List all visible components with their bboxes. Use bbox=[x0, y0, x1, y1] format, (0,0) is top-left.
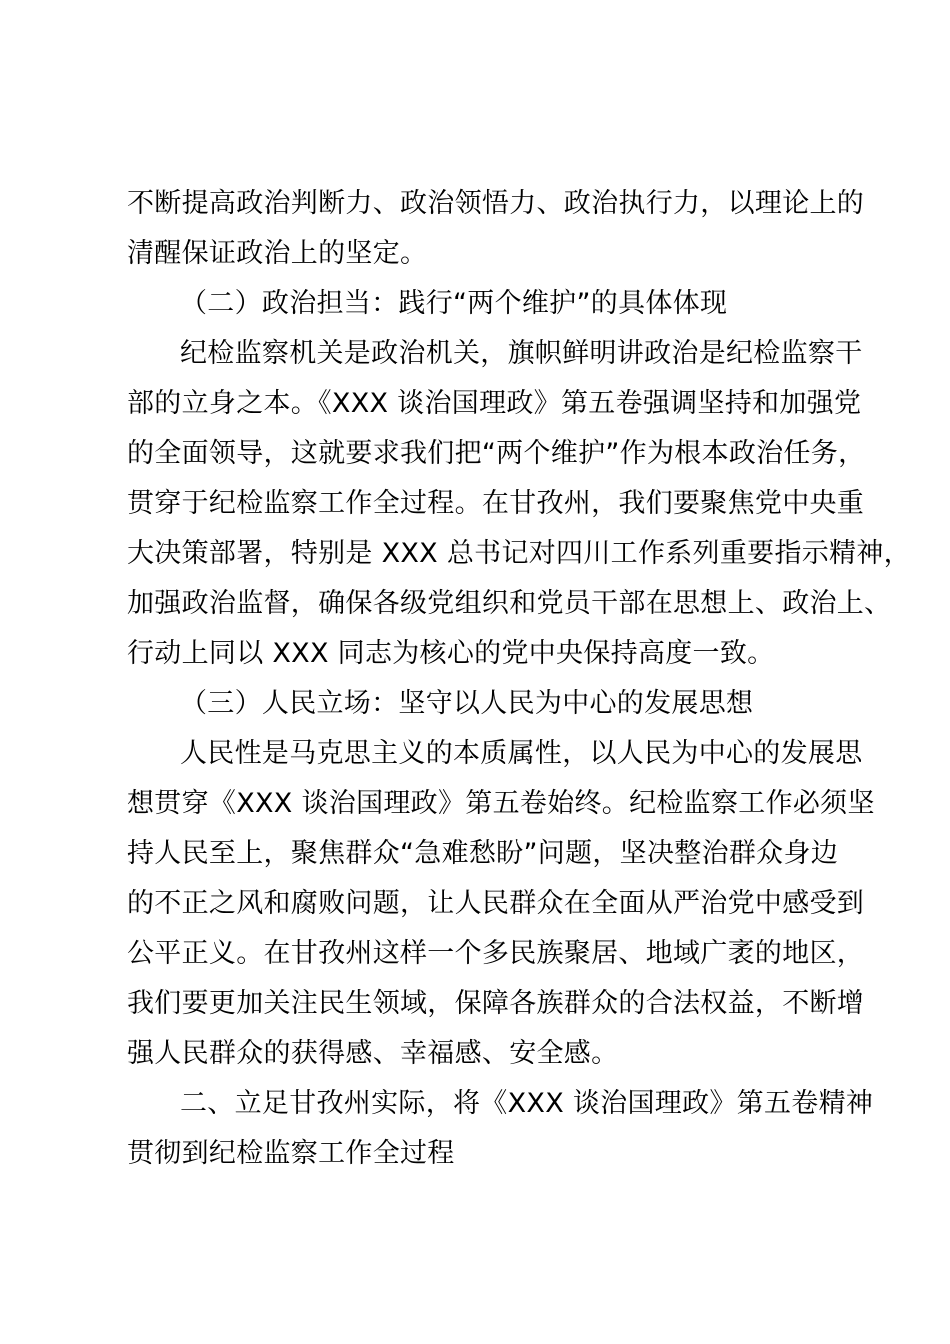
text-line: 的不正之风和腐败问题，让人民群众在全面从严治党中感受到 bbox=[127, 888, 865, 919]
text-line: 不断提高政治判断力、政治领悟力、政治执行力，以理论上的 bbox=[127, 188, 865, 219]
section-heading: 二、立足甘孜州实际，将《XXX 谈治国理政》第五卷精神 bbox=[180, 1088, 874, 1119]
text-line: 想贯穿《XXX 谈治国理政》第五卷始终。纪检监察工作必须坚 bbox=[127, 788, 875, 819]
text-line: 我们要更加关注民生领域，保障各族群众的合法权益，不断增 bbox=[127, 988, 865, 1019]
text-line: 强人民群众的获得感、幸福感、安全感。 bbox=[127, 1038, 619, 1069]
text-line: 大决策部署，特别是 XXX 总书记对四川工作系列重要指示精神， bbox=[127, 538, 911, 569]
text-line: 清醒保证政治上的坚定。 bbox=[127, 238, 428, 269]
text-line: 的全面领导，这就要求我们把“两个维护”作为根本政治任务， bbox=[127, 438, 866, 469]
text-line: 行动上同以 XXX 同志为核心的党中央保持高度一致。 bbox=[127, 638, 775, 669]
text-line: 人民性是马克思主义的本质属性，以人民为中心的发展思 bbox=[180, 738, 863, 769]
section-heading: （三）人民立场：坚守以人民为中心的发展思想 bbox=[180, 688, 754, 719]
text-line: 贯穿于纪检监察工作全过程。在甘孜州，我们要聚焦党中央重 bbox=[127, 488, 865, 519]
section-heading-continued: 贯彻到纪检监察工作全过程 bbox=[127, 1138, 455, 1169]
text-line: 公平正义。在甘孜州这样一个多民族聚居、地域广袤的地区， bbox=[127, 938, 865, 969]
text-line: 加强政治监督，确保各级党组织和党员干部在思想上、政治上、 bbox=[127, 588, 892, 619]
text-line: 持人民至上，聚焦群众“急难愁盼”问题，坚决整治群众身边 bbox=[127, 838, 839, 869]
section-heading: （二）政治担当：践行“两个维护”的具体体现 bbox=[180, 288, 728, 319]
text-line: 部的立身之本。《XXX 谈治国理政》第五卷强调坚持和加强党 bbox=[127, 388, 862, 419]
text-line: 纪检监察机关是政治机关，旗帜鲜明讲政治是纪检监察干 bbox=[180, 338, 863, 369]
